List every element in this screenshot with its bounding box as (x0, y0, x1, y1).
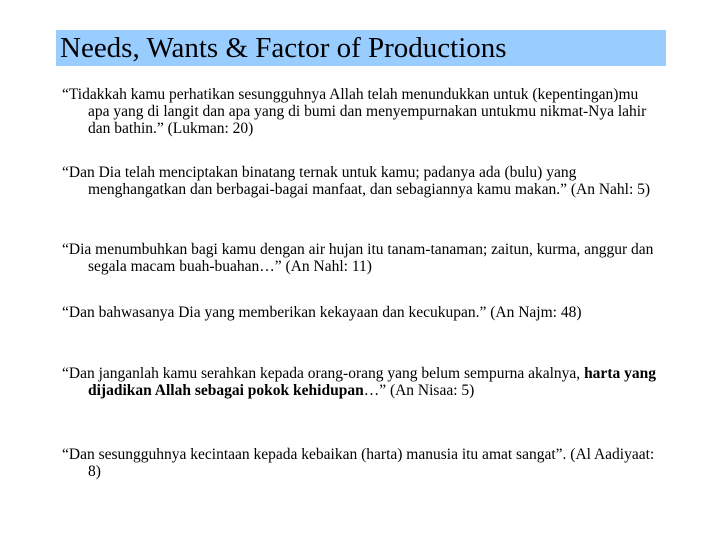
verse-emphasis: harta yang dijadikan Allah sebagai pokok kehidupan (88, 365, 656, 399)
verse-text: “Dan janganlah kamu serahkan kepada orang-orang yang belum sempurna akalnya, (62, 365, 585, 382)
verse-item: “Dia menumbuhkan bagi kamu dengan air hujan itu tanam-tanaman; zaitun, kurma, anggur dan segala macam buah-buahan…” (An Nahl: 11) (62, 241, 654, 275)
verse-item: “Dan sesungguhnya kecintaan kepada kebaikan (harta) manusia itu amat sangat”. (Al Aadiyaat: 8) (62, 446, 655, 480)
title-banner (56, 30, 666, 66)
verse-item: “Dan bahwasanya Dia yang memberikan kekayaan dan kecukupan.” (An Najm: 48) (62, 304, 582, 321)
verse-item (62, 365, 662, 399)
verse-item: “Dan Dia telah menciptakan binatang ternak untuk kamu; padanya ada (bulu) yang menghangatkan dan berbagai-bagai manfaat, dan sebagiannya kamu makan.” (An Nahl: 5) (62, 164, 651, 198)
verse-item: “Tidakkah kamu perhatikan sesungguhnya Allah telah menundukkan untuk (kepentingan)mu apa yang di langit dan apa yang di bumi dan menyempurnakan untukmu nikmat-Nya lahir dan bathin.” (Lukman: 20) (62, 86, 647, 137)
slide-title: Needs, Wants & Factor of Productions (60, 32, 507, 64)
verse-text: …” (An Nisaa: 5) (363, 382, 475, 399)
